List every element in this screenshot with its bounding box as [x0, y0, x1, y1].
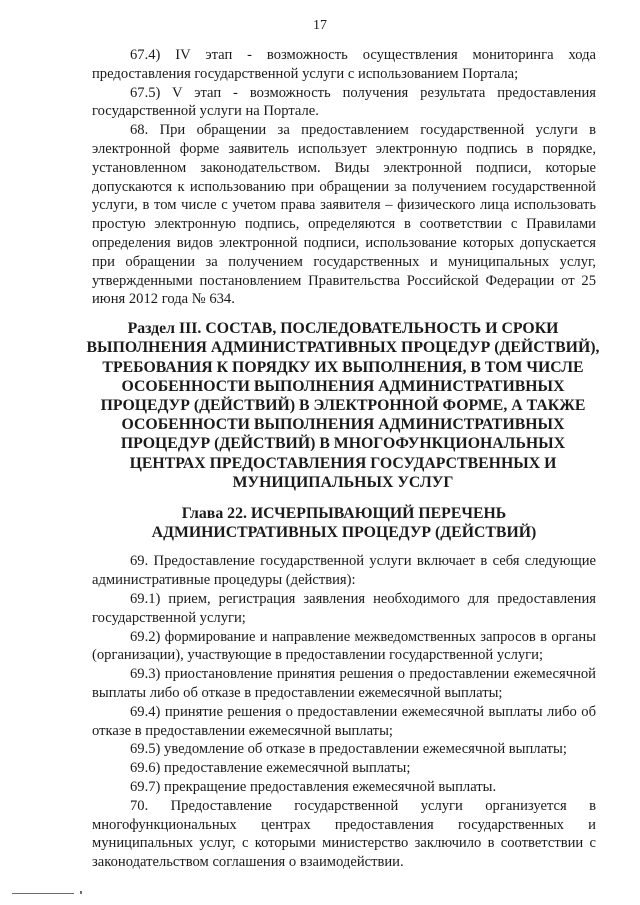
- document-body: [86, 46, 600, 872]
- paragraph-69-5: 69.5) уведомление об отказе в предоставлении ежемесячной выплаты;: [130, 741, 567, 758]
- paragraph-68: 68. При обращении за предоставлением государственной услуги в электронной форме заявитель использует электронную подпись в порядке, установленном законодательством. Виды электронной подписи, которые допускаются к использованию при обращении за получением государственной услуги, в том числе с учетом права заявителя – физического лица использовать простую электронную подпись, определяются в соответствии с Правилами определения видов электронной подписи, использование которых допускается при обращении за получением государственных и муниципальных услуг, утвержденными постановлением Правительства Российской Федерации от 25 июня 2012 года № 634.: [92, 122, 596, 308]
- paragraph-69-2: 69.2) формирование и направление межведомственных запросов в органы (организации), участвующие в предоставлении государственной услуги;: [92, 628, 596, 664]
- paragraph-67-5: 67.5) V этап - возможность получения результата предоставления государственной услуги на Портале.: [92, 84, 596, 120]
- paragraph-69-3: 69.3) приостановление принятия решения о предоставлении ежемесячной выплаты либо об отказе в предоставлении ежемесячной выплаты;: [92, 666, 596, 701]
- chapter-heading: Глава 22. ИСЧЕРПЫВАЮЩИЙ ПЕРЕЧЕНЬ АДМИНИСТРАТИВНЫХ ПРОЦЕДУР (ДЕЙСТВИЙ): [151, 504, 537, 542]
- paragraph-69-7: 69.7) прекращение предоставления ежемесячной выплаты.: [130, 778, 497, 795]
- page-number: 17: [313, 18, 327, 33]
- paragraph-67-4: 67.4) IV этап - возможность осуществления мониторинга хода предоставления государственной услуги с использованием Портала;: [92, 47, 596, 82]
- paragraph-69-1: 69.1) прием, регистрация заявления необходимого для предоставления государственной услуги;: [92, 590, 596, 626]
- footer-tick: [80, 891, 82, 894]
- paragraph-70: 70. Предоставление государственной услуги организуется в многофункциональных центрах предоставления государственных и муниципальных услуг, с которыми министерство заключило в соответствии с законодательством соглашения о взаимодействии.: [92, 797, 596, 871]
- paragraph-69: 69. Предоставление государственной услуги включает в себя следующие административные процедуры (действия):: [92, 553, 596, 589]
- section-heading: Раздел III. СОСТАВ, ПОСЛЕДОВАТЕЛЬНОСТЬ И СРОКИ ВЫПОЛНЕНИЯ АДМИНИСТРАТИВНЫХ ПРОЦЕДУР (ДЕЙСТВИЙ), ТРЕБОВАНИЯ К ПОРЯДКУ ИХ ВЫПОЛНЕНИЯ, В ТОМ ЧИСЛЕ ОСОБЕННОСТИ ВЫПОЛНЕНИЯ АДМИНИСТРАТИВНЫХ ПРОЦЕДУР (ДЕЙСТВИЙ) В ЭЛЕКТРОННОЙ ФОРМЕ, А ТАКЖЕ ОСОБЕННОСТИ ВЫПОЛНЕНИЯ АДМИНИСТРАТИВНЫХ ПРОЦЕДУР (ДЕЙСТВИЙ) В МНОГОФУНКЦИОНАЛЬНЫХ ЦЕНТРАХ ПРЕДОСТАВЛЕНИЯ ГОСУДАРСТВЕННЫХ И МУНИЦИПАЛЬНЫХ УСЛУГ: [86, 320, 600, 491]
- footer-rule: [12, 893, 74, 894]
- paragraph-69-6: 69.6) предоставление ежемесячной выплаты;: [130, 760, 411, 777]
- paragraph-69-4: 69.4) принятие решения о предоставлении ежемесячной выплаты либо об отказе в предоставлении ежемесячной выплаты;: [92, 703, 596, 739]
